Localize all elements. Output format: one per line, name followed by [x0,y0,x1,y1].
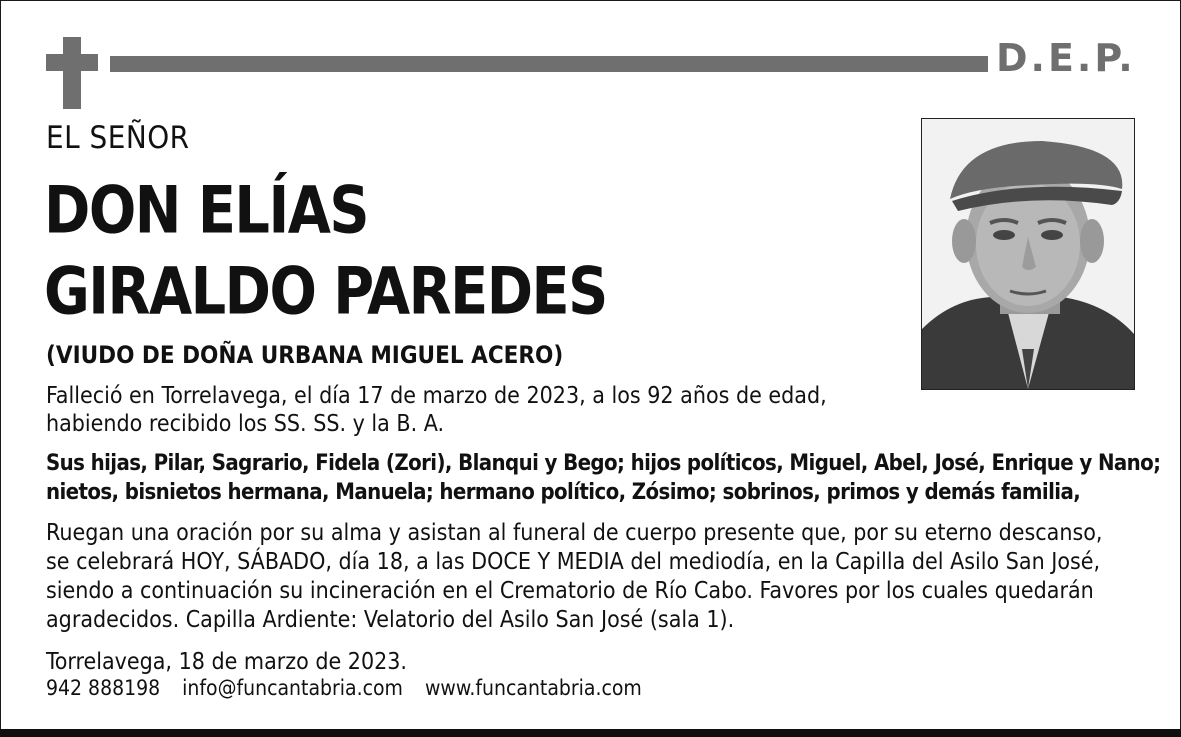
phone-number: 942 888198 [46,676,161,700]
widow-note: (VIUDO DE DOÑA URBANA MIGUEL ACERO) [46,341,564,369]
contact-line [46,676,658,700]
deceased-name-line1: DON ELÍAS [44,171,369,249]
bottom-rule [0,729,1181,737]
family-line1: Sus hijas, Pilar, Sagrario, Fidela (Zori), Blanqui y Bego; hijos políticos, Miguel, Abel, José, Enrique y Nano; [46,451,1161,476]
place-date: Torrelavega, 18 de marzo de 2023. [46,649,408,675]
death-line1: Falleció en Torrelavega, el día 17 de marzo de 2023, a los 92 años de edad, [46,383,827,409]
dep-label: D.E.P. [996,36,1136,80]
request-line2: se celebrará HOY, SÁBADO, día 18, a las DOCE Y MEDIA del mediodía, en la Capilla del Asilo San José, [46,549,1101,575]
header-rule [110,56,988,72]
request-line1: Ruegan una oración por su alma y asistan al funeral de cuerpo presente que, por su eterno descanso, [46,520,1103,546]
family-line2: nietos, bisnietos hermana, Manuela; hermano político, Zósimo; sobrinos, primos y demás familia, [46,480,1081,505]
email-address: info@funcantabria.com [182,676,403,700]
cross-icon-horizontal [46,54,98,71]
cross-icon-vertical [63,37,81,109]
portrait-photo [921,118,1135,390]
request-line3: siendo a continuación su incineración en el Crematorio de Río Cabo. Favores por los cuales quedarán [46,578,1094,604]
website-link: www.funcantabria.com [424,676,642,700]
request-line4: agradecidos. Capilla Ardiente: Velatorio del Asilo San José (sala 1). [46,607,735,633]
honorific: EL SEÑOR [46,120,190,156]
portrait-icon [922,119,1134,389]
deceased-name-line2: GIRALDO PAREDES [44,252,607,330]
death-line2: habiendo recibido los SS. SS. y la B. A. [46,411,445,437]
